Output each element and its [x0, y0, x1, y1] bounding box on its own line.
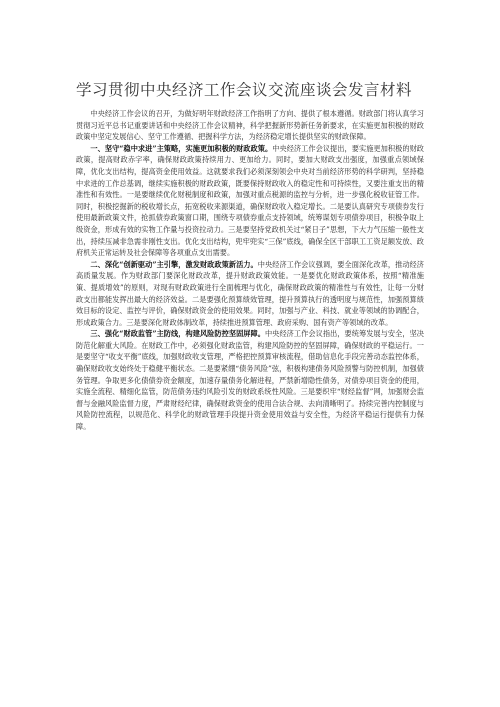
- section-1-heading: 一、坚守“稳中求进”主策略，实施更加积极的财政政策。: [90, 143, 273, 153]
- section-1-body: 中央经济工作会议提出，要实施更加积极的财政政策，提高财政赤字率，确保财政政策持续用力、更加给力。同时，要加大财政支出强度，加强重点领域保障，优化支出结构，提高资金使用效益。这就要求我们必须深刻领会中央对当前经济形势的科学研判，坚持稳中求进的工作总基调，继续实施积极的财政政策，既要保持财政收入的稳定性和可持续性，又要注重支出的精准性和有效性。一是要继续优化财税制度和政策，加强对重点税源的监控与分析，进一步强化税收征管工作。同时，积极挖掘新的税收增长点，拓宽税收来源渠道，确保财政收入稳定增长。二是要认真研究专项债券发行使用最新政策文件，抢抓债券政策窗口期，围绕专项债券重点支持领域，统筹谋划专项债券项目，积极争取上级资金，形成有效的实物工作量与投资拉动力。三是要坚持党政机关过“紧日子”思想，下大力气压缩一般性支出，持续压减非急需非刚性支出。优化支出结构，兜牢兜实“三保”底线，确保全区干部职工工资足额发放、政府机关正常运转及社会保障等各项重点支出需要。: [76, 143, 424, 258]
- section-2-heading: 二、深化“创新驱动”主引擎，激发财政政策新活力。: [90, 259, 258, 269]
- section-2-body: 中央经济工作会议强调，要全面深化改革，推动经济高质量发展。作为财政部门要深化财政改革，提升财政政策效能。一是要优化财政政策体系，按照“精准施策、提质增效”的原则，对现有财政政策进行全面梳理与优化，确保财政政策的精准性与有效性，让每一分财政支出都能发挥出最大的经济效益。二是要强化预算绩效管理，提升预算执行的透明度与规范性，加强预算绩效目标的设定、监控与评价，确保财政资金的使用效果。同时，加强与产业、科技、就业等领域的协调配合，形成政策合力。三是要深化财政体制改革，持续推进预算管理、政府采购、国有资产等领域的改革。: [76, 259, 424, 327]
- document-title: 学习贯彻中央经济工作会议交流座谈会发言材料: [76, 81, 413, 99]
- section-3-heading: 三、强化“财政监管”主防线，构建风险防控坚固屏障。: [90, 329, 265, 339]
- intro-paragraph: 中央经济工作会议的召开，为做好明年财政经济工作指明了方向、提供了根本遵循。财政部门将认真学习贯彻习近平总书记重要讲话和中央经济工作会议精神，科学把握新形势新任务新要求，在实施更加积极的财政政策中坚定发展信心、坚守工作遵循、把握科学方法，为经济稳定增长提供坚实的财政保障。: [76, 109, 424, 142]
- section-3-body: 中央经济工作会议指出，要统筹发展与安全，坚决防范化解重大风险。在财政工作中，必须强化财政监管，构建风险防控的坚固屏障，确保财政的平稳运行。一是要坚守“收支平衡”底线，加强财政收支管理，严格把控预算审核流程，借助信息化手段完善动态监控体系，确保财政收支始终处于稳健平衡状态。二是要紧绷“债务风险”弦，积极构建债务风险预警与防控机制，加强债务管理。争取更多化债债券资金额度，加速存量债务化解进程，严禁新增隐性债务，对债券项目资金的使用，实施全流程、精细化监管，防范债务违约风险引发的财政系统性风险。三是要织牢“财经监督”网，加强财会监督与金融风险监督力度，严肃财经纪律，确保财政资金的使用合法合规、去向清晰明了。持续完善内控制度与风险防控流程，以规范化、科学化的财政管理手段提升资金使用效益与安全性，为经济平稳运行提供有力保障。: [76, 329, 424, 432]
- section-1-paragraph: [76, 143, 424, 259]
- section-2-paragraph: [76, 259, 424, 329]
- section-3-paragraph: [76, 328, 424, 432]
